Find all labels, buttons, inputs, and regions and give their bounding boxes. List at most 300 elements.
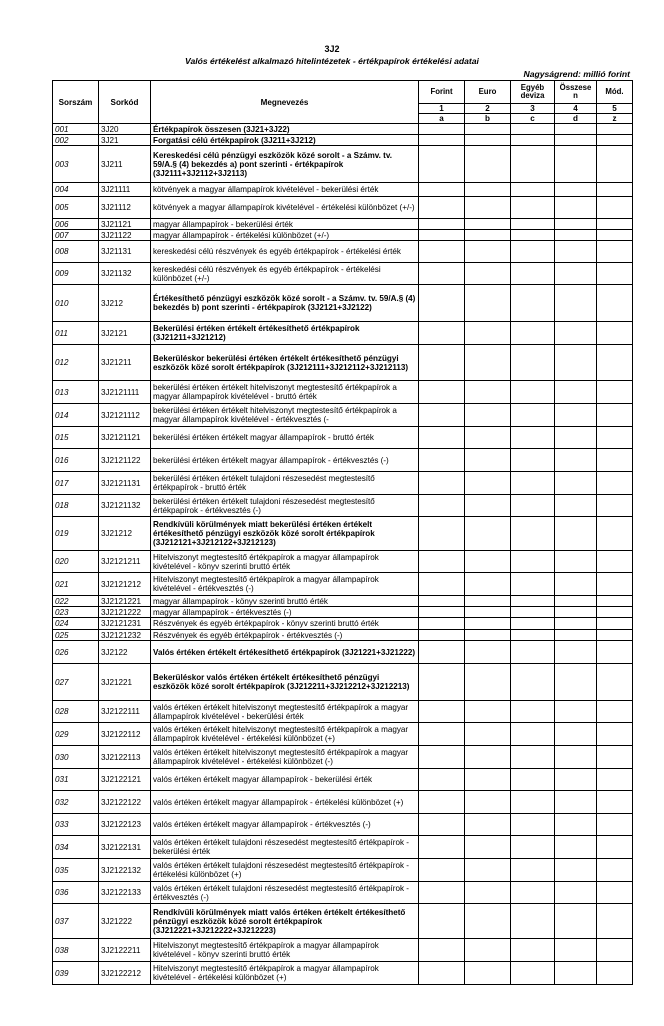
row-sorszam: 009	[53, 263, 99, 285]
value-cell-5[interactable]	[597, 449, 633, 472]
value-cell-4[interactable]	[555, 135, 597, 146]
row-sorszam: 020	[53, 551, 99, 573]
value-cell-1[interactable]	[419, 618, 465, 630]
value-cell-3[interactable]	[511, 263, 555, 285]
value-cell-1[interactable]	[419, 551, 465, 573]
header-col-4: Összese n	[555, 81, 597, 104]
value-cell-2[interactable]	[465, 746, 511, 769]
value-cell-5[interactable]	[597, 836, 633, 859]
value-cell-4[interactable]	[555, 551, 597, 573]
row-megnevezes: Kereskedési célú pénzügyi eszközök közé sorolt - a Számv. tv. 59/A.§ (4) bekezdés a) pont szerinti - értékpapírok (3J2111+3J2112+3J2113)	[151, 146, 419, 183]
value-cell-4[interactable]	[555, 701, 597, 723]
table-row	[53, 814, 633, 836]
value-cell-5[interactable]	[597, 241, 633, 263]
value-cell-4[interactable]	[555, 664, 597, 701]
value-cell-4[interactable]	[555, 345, 597, 381]
value-cell-2[interactable]	[465, 219, 511, 230]
row-sorszam: 018	[53, 495, 99, 517]
row-sorkod: 3J21	[99, 135, 151, 146]
value-cell-1[interactable]	[419, 962, 465, 985]
table-row	[53, 836, 633, 859]
form-code: 3J2	[324, 44, 340, 54]
value-cell-2[interactable]	[465, 701, 511, 723]
row-megnevezes: valós értéken értékelt tulajdoni részesedést megtestesítő értékpapírok - bekerülési érték	[151, 836, 419, 859]
value-cell-4[interactable]	[555, 322, 597, 345]
value-cell-4[interactable]	[555, 472, 597, 495]
row-megnevezes: bekerülési értéken értékelt magyar állampapírok - értékvesztés (-)	[151, 449, 419, 472]
value-cell-4[interactable]	[555, 241, 597, 263]
value-cell-3[interactable]	[511, 135, 555, 146]
table-row	[53, 641, 633, 664]
value-cell-3[interactable]	[511, 573, 555, 596]
value-cell-2[interactable]	[465, 427, 511, 449]
value-cell-5[interactable]	[597, 962, 633, 985]
table-row	[53, 573, 633, 596]
table-row	[53, 135, 633, 146]
table-row	[53, 904, 633, 939]
row-megnevezes: kereskedési célú részvények és egyéb értékpapírok - értékelési különbözet (+/-)	[151, 263, 419, 285]
value-cell-2[interactable]	[465, 449, 511, 472]
table-row	[53, 472, 633, 495]
row-sorkod: 3J21121	[99, 219, 151, 230]
value-cell-5[interactable]	[597, 791, 633, 814]
value-cell-3[interactable]	[511, 495, 555, 517]
header-col-1: Forint	[419, 81, 465, 104]
value-cell-5[interactable]	[597, 664, 633, 701]
value-cell-2[interactable]	[465, 939, 511, 962]
value-cell-5[interactable]	[597, 135, 633, 146]
value-cell-2[interactable]	[465, 596, 511, 607]
table-row	[53, 449, 633, 472]
value-cell-5[interactable]	[597, 904, 633, 939]
value-cell-3[interactable]	[511, 345, 555, 381]
row-sorkod: 3J2121122	[99, 449, 151, 472]
value-cell-4[interactable]	[555, 404, 597, 427]
value-cell-4[interactable]	[555, 746, 597, 769]
value-cell-3[interactable]	[511, 814, 555, 836]
value-cell-4[interactable]	[555, 124, 597, 135]
value-cell-5[interactable]	[597, 427, 633, 449]
value-cell-3[interactable]	[511, 183, 555, 197]
value-cell-4[interactable]	[555, 630, 597, 641]
header-num-4: 4	[555, 104, 597, 114]
value-cell-1[interactable]	[419, 746, 465, 769]
row-sorszam: 010	[53, 285, 99, 322]
row-sorkod: 3J2121232	[99, 630, 151, 641]
value-cell-4[interactable]	[555, 573, 597, 596]
value-cell-4[interactable]	[555, 596, 597, 607]
row-megnevezes: valós értéken értékelt hitelviszonyt megtestesítő értékpapírok a magyar állampapírok kivételével - bekerülési érték	[151, 701, 419, 723]
table-row	[53, 124, 633, 135]
row-sorszam: 029	[53, 723, 99, 746]
value-cell-2[interactable]	[465, 573, 511, 596]
value-cell-2[interactable]	[465, 814, 511, 836]
value-cell-5[interactable]	[597, 263, 633, 285]
row-sorkod: 3J2121	[99, 322, 151, 345]
value-cell-2[interactable]	[465, 607, 511, 618]
value-cell-4[interactable]	[555, 495, 597, 517]
value-cell-2[interactable]	[465, 517, 511, 551]
value-cell-3[interactable]	[511, 723, 555, 746]
value-cell-3[interactable]	[511, 836, 555, 859]
value-cell-2[interactable]	[465, 285, 511, 322]
value-cell-5[interactable]	[597, 517, 633, 551]
table-row	[53, 607, 633, 618]
value-cell-2[interactable]	[465, 472, 511, 495]
row-sorszam: 012	[53, 345, 99, 381]
value-cell-3[interactable]	[511, 904, 555, 939]
value-cell-2[interactable]	[465, 241, 511, 263]
value-cell-2[interactable]	[465, 551, 511, 573]
value-cell-1[interactable]	[419, 701, 465, 723]
value-cell-5[interactable]	[597, 345, 633, 381]
row-sorszam: 014	[53, 404, 99, 427]
value-cell-1[interactable]	[419, 573, 465, 596]
value-cell-1[interactable]	[419, 345, 465, 381]
table-body	[53, 124, 633, 985]
value-cell-5[interactable]	[597, 618, 633, 630]
value-cell-1[interactable]	[419, 322, 465, 345]
value-cell-3[interactable]	[511, 146, 555, 183]
table-row	[53, 939, 633, 962]
value-cell-3[interactable]	[511, 427, 555, 449]
value-cell-2[interactable]	[465, 495, 511, 517]
table-row	[53, 197, 633, 219]
value-cell-3[interactable]	[511, 962, 555, 985]
value-cell-1[interactable]	[419, 904, 465, 939]
row-megnevezes: bekerülési értéken értékelt hitelviszonyt megtestesítő értékpapírok a magyar állampapírok kivételével - értékvesztés (-	[151, 404, 419, 427]
value-cell-2[interactable]	[465, 664, 511, 701]
value-cell-1[interactable]	[419, 404, 465, 427]
row-sorszam: 037	[53, 904, 99, 939]
value-cell-3[interactable]	[511, 551, 555, 573]
value-cell-5[interactable]	[597, 322, 633, 345]
row-sorkod: 3J21211	[99, 345, 151, 381]
row-sorkod: 3J2121212	[99, 573, 151, 596]
row-sorszam: 034	[53, 836, 99, 859]
row-sorkod: 3J2122	[99, 641, 151, 664]
value-cell-1[interactable]	[419, 472, 465, 495]
value-cell-1[interactable]	[419, 664, 465, 701]
value-cell-1[interactable]	[419, 230, 465, 241]
value-cell-1[interactable]	[419, 882, 465, 904]
value-cell-3[interactable]	[511, 859, 555, 882]
value-cell-3[interactable]	[511, 664, 555, 701]
value-cell-5[interactable]	[597, 630, 633, 641]
table-row	[53, 219, 633, 230]
table-row	[53, 723, 633, 746]
value-cell-4[interactable]	[555, 517, 597, 551]
value-cell-1[interactable]	[419, 859, 465, 882]
row-megnevezes: bekerülési értéken értékelt hitelviszonyt megtestesítő értékpapírok a magyar állampapírok kivételével - bruttó érték	[151, 381, 419, 404]
header-sorszam: Sorszám	[53, 81, 99, 124]
value-cell-1[interactable]	[419, 146, 465, 183]
row-megnevezes: Hitelviszonyt megtestesítő értékpapírok a magyar állampapírok kivételével - értékvesztés (-)	[151, 573, 419, 596]
value-cell-1[interactable]	[419, 197, 465, 219]
value-cell-2[interactable]	[465, 904, 511, 939]
row-sorkod: 3J2122211	[99, 939, 151, 962]
value-cell-5[interactable]	[597, 472, 633, 495]
table-row	[53, 630, 633, 641]
row-sorkod: 3J2121112	[99, 404, 151, 427]
unit-label: Nagyságrend: millió forint	[523, 69, 630, 79]
table-row	[53, 322, 633, 345]
value-cell-1[interactable]	[419, 241, 465, 263]
row-megnevezes: Bekerüléskor valós értéken értékelt értékesíthető pénzügyi eszközök közé sorolt értékpapírok (3J212211+3J212212+3J212213)	[151, 664, 419, 701]
value-cell-5[interactable]	[597, 219, 633, 230]
row-sorkod: 3J21132	[99, 263, 151, 285]
value-cell-5[interactable]	[597, 814, 633, 836]
value-cell-2[interactable]	[465, 859, 511, 882]
value-cell-5[interactable]	[597, 197, 633, 219]
value-cell-3[interactable]	[511, 197, 555, 219]
value-cell-5[interactable]	[597, 701, 633, 723]
row-megnevezes: Bekerüléskor bekerülési értéken értékelt értékesíthető pénzügyi eszközök közé sorolt értékpapírok (3J212111+3J212112+3J212113)	[151, 345, 419, 381]
table-row	[53, 664, 633, 701]
row-sorszam: 017	[53, 472, 99, 495]
row-megnevezes: bekerülési értéken értékelt tulajdoni részesedést megtestesítő értékpapírok - értékvesztés (-)	[151, 495, 419, 517]
value-cell-1[interactable]	[419, 814, 465, 836]
row-megnevezes: bekerülési értéken értékelt magyar állampapírok - bruttó érték	[151, 427, 419, 449]
row-sorszam: 006	[53, 219, 99, 230]
table-row	[53, 882, 633, 904]
value-cell-3[interactable]	[511, 124, 555, 135]
row-megnevezes: Értékpapírok összesen (3J21+3J22)	[151, 124, 419, 135]
value-cell-1[interactable]	[419, 630, 465, 641]
row-sorszam: 039	[53, 962, 99, 985]
row-sorkod: 3J21222	[99, 904, 151, 939]
value-cell-5[interactable]	[597, 596, 633, 607]
row-sorkod: 3J2121222	[99, 607, 151, 618]
row-sorkod: 3J2122132	[99, 859, 151, 882]
value-cell-1[interactable]	[419, 769, 465, 791]
value-cell-4[interactable]	[555, 607, 597, 618]
value-cell-4[interactable]	[555, 263, 597, 285]
value-cell-5[interactable]	[597, 183, 633, 197]
value-cell-5[interactable]	[597, 573, 633, 596]
table-row	[53, 859, 633, 882]
row-sorkod: 3J2121131	[99, 472, 151, 495]
value-cell-5[interactable]	[597, 882, 633, 904]
value-cell-2[interactable]	[465, 124, 511, 135]
value-cell-2[interactable]	[465, 183, 511, 197]
table-row	[53, 230, 633, 241]
value-cell-4[interactable]	[555, 285, 597, 322]
value-cell-1[interactable]	[419, 495, 465, 517]
row-sorkod: 3J2122112	[99, 723, 151, 746]
value-cell-4[interactable]	[555, 230, 597, 241]
row-sorszam: 015	[53, 427, 99, 449]
row-sorszam: 005	[53, 197, 99, 219]
value-cell-2[interactable]	[465, 618, 511, 630]
value-cell-3[interactable]	[511, 641, 555, 664]
value-cell-1[interactable]	[419, 723, 465, 746]
value-cell-1[interactable]	[419, 641, 465, 664]
header-letter-2: b	[465, 114, 511, 124]
value-cell-2[interactable]	[465, 836, 511, 859]
value-cell-3[interactable]	[511, 241, 555, 263]
table-row	[53, 427, 633, 449]
header-num-5: 5	[597, 104, 633, 114]
value-cell-2[interactable]	[465, 263, 511, 285]
value-cell-1[interactable]	[419, 263, 465, 285]
header-letter-4: d	[555, 114, 597, 124]
value-cell-3[interactable]	[511, 791, 555, 814]
value-cell-3[interactable]	[511, 618, 555, 630]
value-cell-4[interactable]	[555, 859, 597, 882]
value-cell-4[interactable]	[555, 197, 597, 219]
value-cell-1[interactable]	[419, 517, 465, 551]
value-cell-1[interactable]	[419, 791, 465, 814]
value-cell-3[interactable]	[511, 472, 555, 495]
value-cell-2[interactable]	[465, 146, 511, 183]
header-sorkod: Sorkód	[99, 81, 151, 124]
row-sorkod: 3J2122123	[99, 814, 151, 836]
value-cell-4[interactable]	[555, 962, 597, 985]
value-cell-3[interactable]	[511, 596, 555, 607]
row-megnevezes: bekerülési értéken értékelt tulajdoni részesedést megtestesítő értékpapírok - bruttó érték	[151, 472, 419, 495]
value-cell-2[interactable]	[465, 345, 511, 381]
value-cell-5[interactable]	[597, 607, 633, 618]
value-cell-4[interactable]	[555, 939, 597, 962]
value-cell-4[interactable]	[555, 814, 597, 836]
value-cell-3[interactable]	[511, 517, 555, 551]
value-cell-2[interactable]	[465, 791, 511, 814]
table-row	[53, 769, 633, 791]
row-sorkod: 3J2121211	[99, 551, 151, 573]
value-cell-5[interactable]	[597, 746, 633, 769]
value-cell-2[interactable]	[465, 135, 511, 146]
value-cell-3[interactable]	[511, 449, 555, 472]
value-cell-5[interactable]	[597, 381, 633, 404]
value-cell-5[interactable]	[597, 859, 633, 882]
value-cell-3[interactable]	[511, 882, 555, 904]
value-cell-1[interactable]	[419, 836, 465, 859]
value-cell-5[interactable]	[597, 939, 633, 962]
row-sorszam: 013	[53, 381, 99, 404]
value-cell-3[interactable]	[511, 630, 555, 641]
value-cell-4[interactable]	[555, 836, 597, 859]
value-cell-2[interactable]	[465, 630, 511, 641]
value-cell-1[interactable]	[419, 183, 465, 197]
value-cell-4[interactable]	[555, 449, 597, 472]
value-cell-5[interactable]	[597, 285, 633, 322]
value-cell-4[interactable]	[555, 146, 597, 183]
value-cell-3[interactable]	[511, 939, 555, 962]
value-cell-3[interactable]	[511, 285, 555, 322]
value-cell-3[interactable]	[511, 701, 555, 723]
value-cell-1[interactable]	[419, 381, 465, 404]
row-sorkod: 3J21212	[99, 517, 151, 551]
row-sorszam: 016	[53, 449, 99, 472]
value-cell-4[interactable]	[555, 791, 597, 814]
value-cell-3[interactable]	[511, 607, 555, 618]
value-cell-2[interactable]	[465, 962, 511, 985]
value-cell-2[interactable]	[465, 641, 511, 664]
row-sorkod: 3J2121231	[99, 618, 151, 630]
value-cell-1[interactable]	[419, 124, 465, 135]
form-title: Valós értékelést alkalmazó hitelintézetek - értékpapírok értékelési adatai	[185, 56, 479, 66]
value-cell-3[interactable]	[511, 219, 555, 230]
row-sorkod: 3J211	[99, 146, 151, 183]
header-letter-3: c	[511, 114, 555, 124]
value-cell-1[interactable]	[419, 449, 465, 472]
value-cell-5[interactable]	[597, 124, 633, 135]
value-cell-2[interactable]	[465, 769, 511, 791]
row-sorszam: 004	[53, 183, 99, 197]
value-cell-4[interactable]	[555, 904, 597, 939]
value-cell-5[interactable]	[597, 723, 633, 746]
value-cell-1[interactable]	[419, 285, 465, 322]
table-row	[53, 618, 633, 630]
row-sorszam: 003	[53, 146, 99, 183]
value-cell-5[interactable]	[597, 495, 633, 517]
value-cell-1[interactable]	[419, 596, 465, 607]
value-cell-1[interactable]	[419, 607, 465, 618]
table-row	[53, 241, 633, 263]
value-cell-5[interactable]	[597, 769, 633, 791]
header-col-2: Euro	[465, 81, 511, 104]
value-cell-2[interactable]	[465, 230, 511, 241]
row-sorkod: 3J2121221	[99, 596, 151, 607]
table-row	[53, 263, 633, 285]
value-cell-3[interactable]	[511, 230, 555, 241]
table-header	[53, 81, 633, 124]
value-cell-2[interactable]	[465, 381, 511, 404]
value-cell-4[interactable]	[555, 618, 597, 630]
row-sorkod: 3J21112	[99, 197, 151, 219]
table-row	[53, 551, 633, 573]
value-cell-1[interactable]	[419, 135, 465, 146]
value-cell-3[interactable]	[511, 746, 555, 769]
row-sorkod: 3J2122122	[99, 791, 151, 814]
value-cell-4[interactable]	[555, 381, 597, 404]
value-cell-3[interactable]	[511, 404, 555, 427]
value-cell-4[interactable]	[555, 723, 597, 746]
value-cell-4[interactable]	[555, 641, 597, 664]
row-megnevezes: magyar állampapírok - könyv szerinti bruttó érték	[151, 596, 419, 607]
row-sorkod: 3J2122133	[99, 882, 151, 904]
value-cell-4[interactable]	[555, 183, 597, 197]
value-cell-2[interactable]	[465, 882, 511, 904]
value-cell-5[interactable]	[597, 230, 633, 241]
row-megnevezes: valós értéken értékelt tulajdoni részesedést megtestesítő értékpapírok - értékvesztés (-)	[151, 882, 419, 904]
value-cell-2[interactable]	[465, 197, 511, 219]
value-cell-5[interactable]	[597, 146, 633, 183]
value-cell-1[interactable]	[419, 427, 465, 449]
value-cell-2[interactable]	[465, 404, 511, 427]
value-cell-3[interactable]	[511, 381, 555, 404]
value-cell-5[interactable]	[597, 641, 633, 664]
header-letter-1: a	[419, 114, 465, 124]
value-cell-5[interactable]	[597, 404, 633, 427]
row-megnevezes: magyar állampapírok - bekerülési érték	[151, 219, 419, 230]
value-cell-4[interactable]	[555, 769, 597, 791]
row-megnevezes: Hitelviszonyt megtestesítő értékpapírok a magyar állampapírok kivételével - könyv szerinti bruttó érték	[151, 939, 419, 962]
value-cell-1[interactable]	[419, 219, 465, 230]
value-cell-5[interactable]	[597, 551, 633, 573]
value-cell-4[interactable]	[555, 427, 597, 449]
value-cell-3[interactable]	[511, 769, 555, 791]
value-cell-3[interactable]	[511, 322, 555, 345]
row-sorszam: 030	[53, 746, 99, 769]
value-cell-2[interactable]	[465, 322, 511, 345]
value-cell-1[interactable]	[419, 939, 465, 962]
value-cell-2[interactable]	[465, 723, 511, 746]
header-col-3: Egyéb deviza	[511, 81, 555, 104]
value-cell-4[interactable]	[555, 882, 597, 904]
value-cell-4[interactable]	[555, 219, 597, 230]
